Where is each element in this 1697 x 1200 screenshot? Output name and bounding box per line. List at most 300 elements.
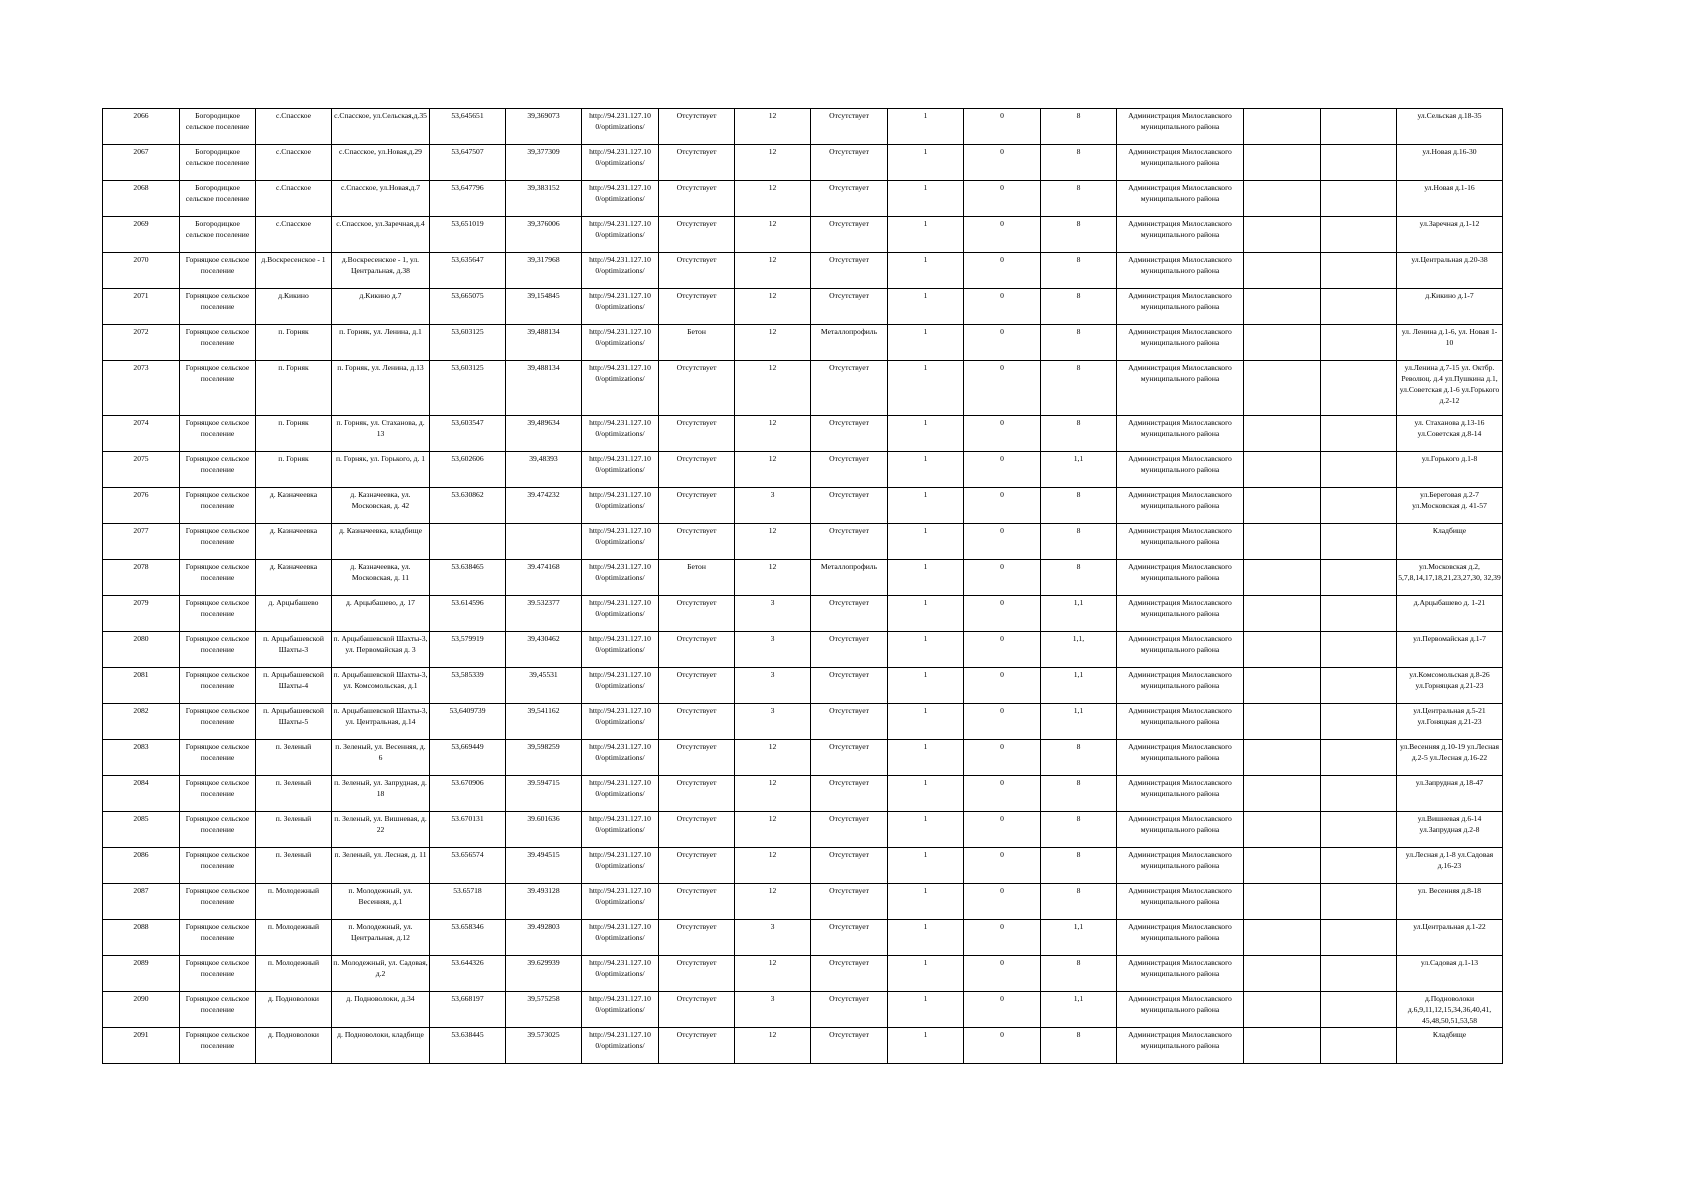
container-volume-cell: 8 [1041,776,1117,812]
surface-type-cell: Отсутствует [659,452,735,488]
blank-cell-cell [1244,361,1321,416]
longitude-cell: 39,317968 [506,253,582,289]
longitude-cell: 39.474232 [506,488,582,524]
container-count-cell: 1 [888,776,964,812]
area-cell: 12 [735,253,811,289]
blank-cell-cell [1321,956,1397,992]
extra-count-cell: 0 [964,776,1041,812]
container-volume-cell: 8 [1041,109,1117,145]
locality-cell: д.Кикино [256,289,332,325]
latitude-cell [430,524,506,560]
fence-type-cell: Отсутствует [811,668,888,704]
surface-type-cell: Отсутствует [659,812,735,848]
fence-type-cell: Отсутствует [811,361,888,416]
container-count-cell: 1 [888,632,964,668]
locality-cell: с.Спасское [256,145,332,181]
container-count-cell: 1 [888,668,964,704]
longitude-cell: 39,383152 [506,181,582,217]
map-link-cell: http://94.231.127.10 0/optimizations/ [582,848,659,884]
map-link-cell: http://94.231.127.10 0/optimizations/ [582,253,659,289]
served-addresses-cell: ул.Садовая д.1-13 [1397,956,1503,992]
container-count-cell: 1 [888,812,964,848]
area-cell: 3 [735,920,811,956]
map-link-cell: http://94.231.127.10 0/optimizations/ [582,560,659,596]
settlement-cell: Богородицкое сельское поселение [180,181,256,217]
surface-type-cell: Отсутствует [659,884,735,920]
area-cell: 3 [735,668,811,704]
blank-cell-cell [1321,488,1397,524]
served-addresses-cell: ул.Вишневая д.6-14 ул.Запрудная д.2-8 [1397,812,1503,848]
area-cell: 12 [735,812,811,848]
row-number-cell: 2083 [103,740,180,776]
longitude-cell: 39.493128 [506,884,582,920]
table-row [103,884,1503,920]
address-cell: п. Горняк, ул. Ленина, д.1 [332,325,430,361]
served-addresses-cell: ул.Первомайская д.1-7 [1397,632,1503,668]
address-cell: с.Спасское, ул.Заречная,д.4 [332,217,430,253]
container-volume-cell: 1,1, [1041,632,1117,668]
latitude-cell: 53,668197 [430,992,506,1028]
registry-table [102,108,1503,1064]
extra-count-cell: 0 [964,217,1041,253]
owner-cell: Администрация Милославского муниципального района [1117,632,1244,668]
served-addresses-cell: ул. Весенняя д.8-18 [1397,884,1503,920]
container-count-cell: 1 [888,524,964,560]
extra-count-cell: 0 [964,1028,1041,1064]
settlement-cell: Горняцкое сельское поселение [180,992,256,1028]
blank-cell-cell [1321,848,1397,884]
extra-count-cell: 0 [964,884,1041,920]
settlement-cell: Горняцкое сельское поселение [180,812,256,848]
blank-cell-cell [1321,361,1397,416]
container-volume-cell: 1,1 [1041,596,1117,632]
latitude-cell: 53,635647 [430,253,506,289]
table-row [103,812,1503,848]
row-number-cell: 2091 [103,1028,180,1064]
address-cell: д. Подноволоки, кладбище [332,1028,430,1064]
latitude-cell: 53.614596 [430,596,506,632]
locality-cell: п. Арцыбашевской Шахты-4 [256,668,332,704]
locality-cell: с.Спасское [256,109,332,145]
area-cell: 12 [735,848,811,884]
blank-cell-cell [1321,704,1397,740]
table-row [103,325,1503,361]
owner-cell: Администрация Милославского муниципального района [1117,992,1244,1028]
table-row [103,361,1503,416]
container-count-cell: 1 [888,848,964,884]
blank-cell-cell [1244,992,1321,1028]
blank-cell-cell [1321,217,1397,253]
table-row [103,740,1503,776]
surface-type-cell: Отсутствует [659,668,735,704]
fence-type-cell: Отсутствует [811,704,888,740]
blank-cell-cell [1321,181,1397,217]
blank-cell-cell [1244,596,1321,632]
longitude-cell: 39,575258 [506,992,582,1028]
settlement-cell: Горняцкое сельское поселение [180,848,256,884]
owner-cell: Администрация Милославского муниципального района [1117,416,1244,452]
row-number-cell: 2075 [103,452,180,488]
locality-cell: п. Горняк [256,361,332,416]
extra-count-cell: 0 [964,181,1041,217]
row-number-cell: 2066 [103,109,180,145]
served-addresses-cell: ул.Новая д.16-30 [1397,145,1503,181]
owner-cell: Администрация Милославского муниципального района [1117,452,1244,488]
fence-type-cell: Отсутствует [811,488,888,524]
map-link-cell: http://94.231.127.10 0/optimizations/ [582,596,659,632]
table-row [103,488,1503,524]
extra-count-cell: 0 [964,956,1041,992]
table-row [103,848,1503,884]
surface-type-cell: Отсутствует [659,145,735,181]
container-volume-cell: 8 [1041,416,1117,452]
latitude-cell: 53,579919 [430,632,506,668]
surface-type-cell: Бетон [659,560,735,596]
longitude-cell: 39,489634 [506,416,582,452]
container-volume-cell: 1,1 [1041,668,1117,704]
area-cell: 12 [735,560,811,596]
table-row [103,452,1503,488]
container-count-cell: 1 [888,560,964,596]
row-number-cell: 2079 [103,596,180,632]
area-cell: 3 [735,992,811,1028]
longitude-cell [506,524,582,560]
extra-count-cell: 0 [964,848,1041,884]
blank-cell-cell [1321,812,1397,848]
owner-cell: Администрация Милославского муниципального района [1117,325,1244,361]
area-cell: 12 [735,325,811,361]
served-addresses-cell: д.Кикино д.1-7 [1397,289,1503,325]
container-count-cell: 1 [888,1028,964,1064]
served-addresses-cell: ул.Сельская д.18-35 [1397,109,1503,145]
container-volume-cell: 8 [1041,884,1117,920]
row-number-cell: 2088 [103,920,180,956]
fence-type-cell: Отсутствует [811,596,888,632]
latitude-cell: 53.638445 [430,1028,506,1064]
address-cell: п. Зеленый, ул. Лесная, д. 11 [332,848,430,884]
area-cell: 12 [735,181,811,217]
settlement-cell: Горняцкое сельское поселение [180,524,256,560]
fence-type-cell: Отсутствует [811,848,888,884]
longitude-cell: 39,369073 [506,109,582,145]
owner-cell: Администрация Милославского муниципального района [1117,145,1244,181]
map-link-cell: http://94.231.127.10 0/optimizations/ [582,812,659,848]
settlement-cell: Горняцкое сельское поселение [180,1028,256,1064]
address-cell: д. Казначеевка, кладбище [332,524,430,560]
owner-cell: Администрация Милославского муниципального района [1117,109,1244,145]
latitude-cell: 53,645651 [430,109,506,145]
map-link-cell: http://94.231.127.10 0/optimizations/ [582,668,659,704]
extra-count-cell: 0 [964,253,1041,289]
locality-cell: п. Зеленый [256,812,332,848]
container-volume-cell: 1,1 [1041,452,1117,488]
address-cell: д. Казначеевка, ул. Московская, д. 42 [332,488,430,524]
area-cell: 12 [735,145,811,181]
fence-type-cell: Металлопрофиль [811,325,888,361]
longitude-cell: 39,377309 [506,145,582,181]
owner-cell: Администрация Милославского муниципального района [1117,956,1244,992]
blank-cell-cell [1244,325,1321,361]
table-row [103,524,1503,560]
map-link-cell: http://94.231.127.10 0/optimizations/ [582,956,659,992]
longitude-cell: 39,45531 [506,668,582,704]
container-volume-cell: 8 [1041,361,1117,416]
settlement-cell: Горняцкое сельское поселение [180,956,256,992]
blank-cell-cell [1321,920,1397,956]
container-volume-cell: 8 [1041,217,1117,253]
served-addresses-cell: ул. Ленина д.1-6, ул. Новая 1-10 [1397,325,1503,361]
container-volume-cell: 8 [1041,325,1117,361]
extra-count-cell: 0 [964,488,1041,524]
locality-cell: п. Зеленый [256,776,332,812]
locality-cell: д.Воскресенское - 1 [256,253,332,289]
area-cell: 3 [735,596,811,632]
owner-cell: Администрация Милославского муниципального района [1117,217,1244,253]
locality-cell: д. Арцыбашево [256,596,332,632]
locality-cell: д. Казначеевка [256,560,332,596]
map-link-cell: http://94.231.127.10 0/optimizations/ [582,325,659,361]
blank-cell-cell [1244,668,1321,704]
fence-type-cell: Отсутствует [811,740,888,776]
latitude-cell: 53,603547 [430,416,506,452]
settlement-cell: Богородицкое сельское поселение [180,217,256,253]
blank-cell-cell [1321,289,1397,325]
latitude-cell: 53,603125 [430,325,506,361]
container-volume-cell: 1,1 [1041,992,1117,1028]
container-volume-cell: 8 [1041,956,1117,992]
area-cell: 3 [735,632,811,668]
served-addresses-cell: ул.Береговая д.2-7 ул.Московская д. 41-57 [1397,488,1503,524]
longitude-cell: 39,48393 [506,452,582,488]
container-count-cell: 1 [888,217,964,253]
blank-cell-cell [1244,524,1321,560]
blank-cell-cell [1244,704,1321,740]
row-number-cell: 2084 [103,776,180,812]
surface-type-cell: Отсутствует [659,361,735,416]
area-cell: 12 [735,776,811,812]
blank-cell-cell [1244,848,1321,884]
container-volume-cell: 8 [1041,181,1117,217]
settlement-cell: Горняцкое сельское поселение [180,416,256,452]
table-row [103,596,1503,632]
served-addresses-cell: ул.Запрудная д.18-47 [1397,776,1503,812]
table-row [103,992,1503,1028]
settlement-cell: Горняцкое сельское поселение [180,253,256,289]
settlement-cell: Горняцкое сельское поселение [180,704,256,740]
area-cell: 3 [735,488,811,524]
blank-cell-cell [1244,920,1321,956]
surface-type-cell: Отсутствует [659,217,735,253]
row-number-cell: 2086 [103,848,180,884]
container-count-cell: 1 [888,416,964,452]
blank-cell-cell [1244,776,1321,812]
area-cell: 12 [735,524,811,560]
latitude-cell: 53.656574 [430,848,506,884]
area-cell: 12 [735,884,811,920]
blank-cell-cell [1321,632,1397,668]
blank-cell-cell [1321,524,1397,560]
owner-cell: Администрация Милославского муниципального района [1117,740,1244,776]
settlement-cell: Горняцкое сельское поселение [180,452,256,488]
fence-type-cell: Отсутствует [811,289,888,325]
served-addresses-cell: ул.Ленина д.7-15 ул. Октбр. Революц. д.4 ул.Пушкина д.1, ул.Советская д.1-6 ул.Горького д.2-12 [1397,361,1503,416]
address-cell: с.Спасское, ул.Сельская,д.35 [332,109,430,145]
container-count-cell: 1 [888,289,964,325]
map-link-cell: http://94.231.127.10 0/optimizations/ [582,181,659,217]
owner-cell: Администрация Милославского муниципального района [1117,181,1244,217]
table-row [103,253,1503,289]
served-addresses-cell: ул.Новая д.1-16 [1397,181,1503,217]
longitude-cell: 39.532377 [506,596,582,632]
longitude-cell: 39.594715 [506,776,582,812]
address-cell: д.Воскресенское - 1, ул. Центральная, д.38 [332,253,430,289]
container-volume-cell: 8 [1041,740,1117,776]
locality-cell: д. Подноволоки [256,992,332,1028]
container-volume-cell: 8 [1041,253,1117,289]
locality-cell: д. Казначеевка [256,488,332,524]
settlement-cell: Горняцкое сельское поселение [180,325,256,361]
surface-type-cell: Отсутствует [659,632,735,668]
container-count-cell: 1 [888,884,964,920]
settlement-cell: Богородицкое сельское поселение [180,145,256,181]
table-row [103,1028,1503,1064]
fence-type-cell: Отсутствует [811,1028,888,1064]
settlement-cell: Горняцкое сельское поселение [180,632,256,668]
blank-cell-cell [1321,416,1397,452]
settlement-cell: Горняцкое сельское поселение [180,668,256,704]
blank-cell-cell [1244,740,1321,776]
row-number-cell: 2082 [103,704,180,740]
extra-count-cell: 0 [964,416,1041,452]
table-row [103,109,1503,145]
surface-type-cell: Отсутствует [659,920,735,956]
served-addresses-cell: ул. Стаханова д.13-16 ул.Советская д.8-14 [1397,416,1503,452]
row-number-cell: 2090 [103,992,180,1028]
latitude-cell: 53.658346 [430,920,506,956]
latitude-cell: 53.65718 [430,884,506,920]
served-addresses-cell: Кладбище [1397,524,1503,560]
address-cell: п. Молодежный, ул. Весенняя, д.1 [332,884,430,920]
blank-cell-cell [1244,956,1321,992]
row-number-cell: 2077 [103,524,180,560]
container-count-cell: 1 [888,992,964,1028]
locality-cell: п. Горняк [256,325,332,361]
table-row [103,920,1503,956]
owner-cell: Администрация Милославского муниципального района [1117,1028,1244,1064]
address-cell: д. Подноволоки, д.34 [332,992,430,1028]
longitude-cell: 39.494515 [506,848,582,884]
container-count-cell: 1 [888,488,964,524]
container-volume-cell: 8 [1041,812,1117,848]
served-addresses-cell: ул.Московская д.2, 5,7,8,14,17,18,21,23,27,30, 32,39 [1397,560,1503,596]
settlement-cell: Горняцкое сельское поселение [180,740,256,776]
extra-count-cell: 0 [964,524,1041,560]
settlement-cell: Горняцкое сельское поселение [180,289,256,325]
map-link-cell: http://94.231.127.10 0/optimizations/ [582,452,659,488]
surface-type-cell: Отсутствует [659,740,735,776]
extra-count-cell: 0 [964,668,1041,704]
area-cell: 12 [735,416,811,452]
area-cell: 12 [735,109,811,145]
container-volume-cell: 8 [1041,1028,1117,1064]
fence-type-cell: Отсутствует [811,956,888,992]
surface-type-cell: Отсутствует [659,416,735,452]
latitude-cell: 53.670906 [430,776,506,812]
extra-count-cell: 0 [964,704,1041,740]
blank-cell-cell [1321,596,1397,632]
blank-cell-cell [1321,325,1397,361]
address-cell: п. Арцыбашевской Шахты-3, ул. Центральная, д.14 [332,704,430,740]
address-cell: д.Кикино д.7 [332,289,430,325]
surface-type-cell: Отсутствует [659,596,735,632]
container-volume-cell: 1,1 [1041,704,1117,740]
longitude-cell: 39.474168 [506,560,582,596]
longitude-cell: 39,488134 [506,325,582,361]
longitude-cell: 39.492803 [506,920,582,956]
fence-type-cell: Отсутствует [811,416,888,452]
map-link-cell: http://94.231.127.10 0/optimizations/ [582,109,659,145]
extra-count-cell: 0 [964,109,1041,145]
map-link-cell: http://94.231.127.10 0/optimizations/ [582,524,659,560]
table-row [103,632,1503,668]
surface-type-cell: Отсутствует [659,1028,735,1064]
table-row [103,416,1503,452]
fence-type-cell: Отсутствует [811,109,888,145]
owner-cell: Администрация Милославского муниципального района [1117,812,1244,848]
row-number-cell: 2067 [103,145,180,181]
row-number-cell: 2078 [103,560,180,596]
settlement-cell: Горняцкое сельское поселение [180,596,256,632]
owner-cell: Администрация Милославского муниципального района [1117,884,1244,920]
fence-type-cell: Металлопрофиль [811,560,888,596]
owner-cell: Администрация Милославского муниципального района [1117,920,1244,956]
address-cell: п. Арцыбашевской Шахты-3, ул. Первомайская д. 3 [332,632,430,668]
blank-cell-cell [1244,181,1321,217]
latitude-cell: 53,603125 [430,361,506,416]
extra-count-cell: 0 [964,560,1041,596]
latitude-cell: 53,647796 [430,181,506,217]
blank-cell-cell [1321,776,1397,812]
fence-type-cell: Отсутствует [811,992,888,1028]
container-count-cell: 1 [888,325,964,361]
extra-count-cell: 0 [964,145,1041,181]
extra-count-cell: 0 [964,632,1041,668]
container-count-cell: 1 [888,361,964,416]
locality-cell: п. Молодежный [256,956,332,992]
area-cell: 12 [735,740,811,776]
map-link-cell: http://94.231.127.10 0/optimizations/ [582,704,659,740]
table-row [103,560,1503,596]
table-row [103,668,1503,704]
row-number-cell: 2080 [103,632,180,668]
blank-cell-cell [1321,145,1397,181]
row-number-cell: 2072 [103,325,180,361]
locality-cell: с.Спасское [256,217,332,253]
blank-cell-cell [1321,884,1397,920]
owner-cell: Администрация Милославского муниципального района [1117,289,1244,325]
locality-cell: п. Зеленый [256,848,332,884]
row-number-cell: 2073 [103,361,180,416]
extra-count-cell: 0 [964,325,1041,361]
extra-count-cell: 0 [964,992,1041,1028]
served-addresses-cell: д.Подноволоки д.6,9,11,12,15,34,36,40,41, 45,48,50,51,53,58 [1397,992,1503,1028]
longitude-cell: 39.573025 [506,1028,582,1064]
settlement-cell: Горняцкое сельское поселение [180,560,256,596]
served-addresses-cell: ул.Весенняя д.10-19 ул.Лесная д.2-5 ул.Лесная д.16-22 [1397,740,1503,776]
container-count-cell: 1 [888,740,964,776]
served-addresses-cell: ул.Заречная д.1-12 [1397,217,1503,253]
blank-cell-cell [1244,416,1321,452]
